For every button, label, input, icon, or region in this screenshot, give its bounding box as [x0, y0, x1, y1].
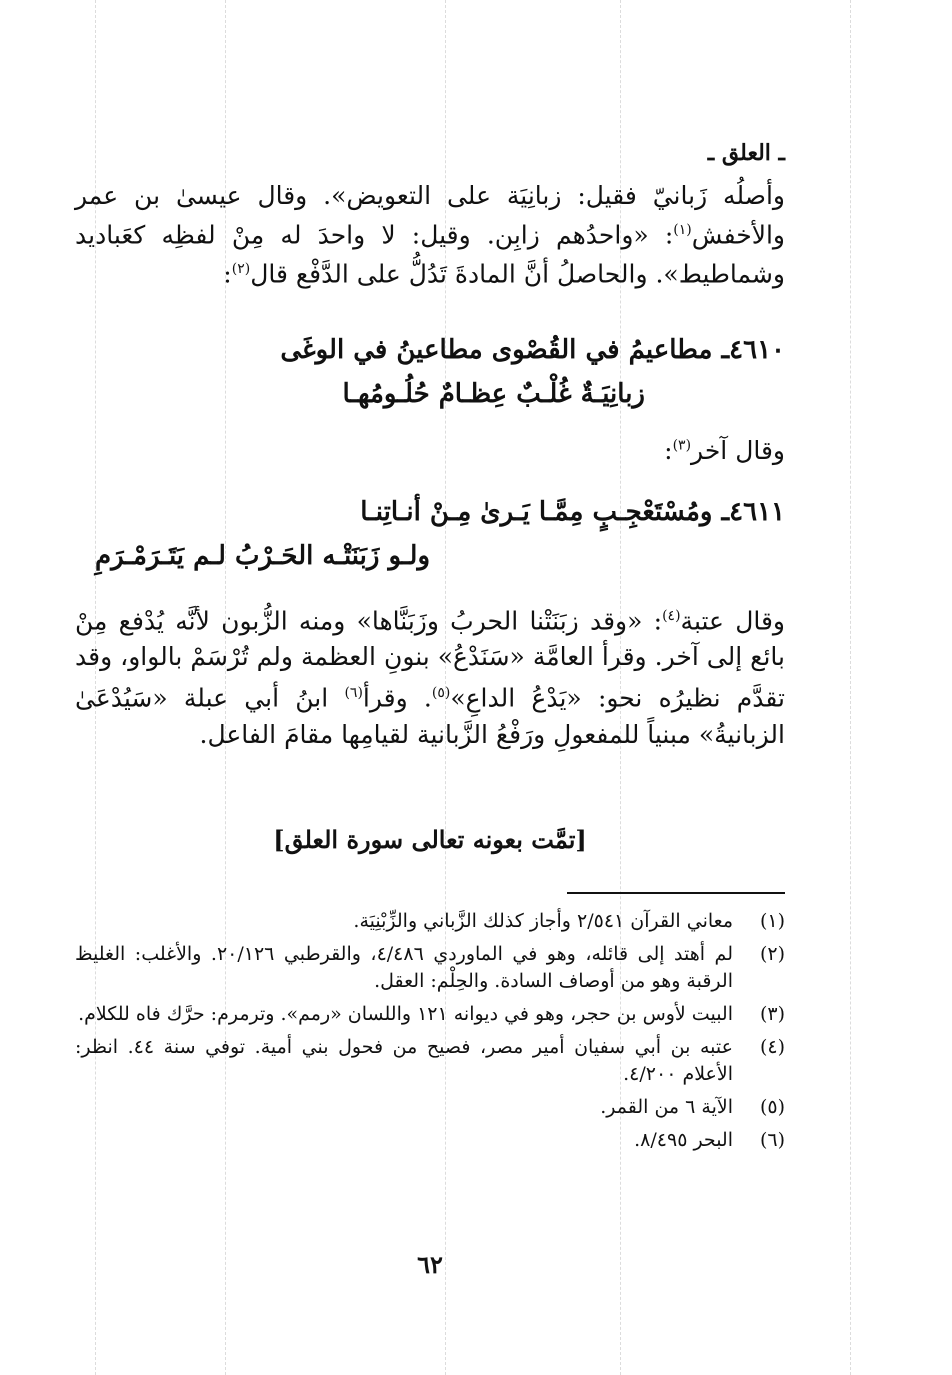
footnote-text: الآية ٦ من القمر. [600, 1096, 733, 1118]
commentary-paragraph [75, 598, 785, 753]
running-head: ـ العلق ـ [707, 140, 785, 166]
footnote-text: البحر ٨/٤٩٥. [634, 1129, 733, 1151]
verse-number: ٤٦١٠ـ [721, 335, 785, 365]
footnote-ref-5: (٥) [431, 685, 451, 702]
footnote [75, 941, 785, 995]
margin-guide [850, 0, 851, 1375]
para-text: ابنُ أبي عبلة «سَيُدْعَىٰ الزبانيةُ» مبنياً للمفعولِ ورَفْعُ الزَّبانية لقيامِها مقامَ الفاعل. [75, 683, 785, 749]
footnote-number: (١) [759, 910, 785, 932]
footnote-ref-6: (٦) [344, 685, 363, 702]
footnote-text: البيت لأوس بن حجر، وهو في ديوانه ١٢١ واللسان «رمم». وترمرم: حرَّك فاه للكلام. [78, 1003, 733, 1025]
footnote [75, 1094, 785, 1121]
body-text-1: وأصلُه زَبانيّ فقيل: زبانِيَة على التعويض». وقال عيسىٰ بن عمر والأخفش [75, 181, 785, 250]
footnote-text: لم أهتد إلى قائله، وهو في الماوردي ٤/٤٨٦، والقرطبي ٢٠/١٢٦. والأغلب: الغليظ الرقبة وهو من أوصاف السادة. والحِلْم: العقل. [75, 943, 733, 992]
footnote-number: (٢) [759, 943, 785, 965]
intro-colon: : [664, 436, 673, 465]
footnote-ref-2: (٢) [231, 261, 251, 278]
verse-number: ٤٦١١ـ [721, 497, 785, 527]
footnote [75, 1034, 785, 1088]
footnote [75, 1001, 785, 1028]
verse-4611 [75, 490, 785, 578]
footnote [75, 908, 785, 935]
footnote-number: (٣) [759, 1003, 785, 1025]
para-text: : «وقد زبَنَتْنا الحربُ وزَبَنَّاها» ومنه الزُّبون لأنَّه يُدْفع مِنْ بائع إلى آخر. وقرأ العامَّة «سَنَدْعُ» بنونِ العظمة ولم تُرْسَمْ بالواو، وقد تقدَّم نظيرُه نحو: «يَدْعُ الداعِ» [75, 606, 785, 713]
intro-text: وقال آخر [691, 436, 785, 465]
verse-line-2: ولـو زَبَنَتْـه الحَـرْبُ لـم يَتَـرَمْـرَمِ [95, 541, 431, 571]
para-text: . وقرأ [362, 683, 432, 713]
footnote-number: (٤) [759, 1036, 785, 1058]
footnote-number: (٦) [759, 1129, 785, 1151]
footnote-number: (٥) [759, 1096, 785, 1118]
verse-intro [664, 436, 785, 465]
surah-closing: [تمَّت بعونه تعالى سورة العلق] [273, 825, 587, 854]
para-text: وقال عتبة [680, 606, 785, 636]
verse-4610 [75, 328, 785, 416]
verse-line-1: ومُسْتَعْجِـبٍ مِمَّـا يَـرىٰ مِـنْ أنـاتِنـا [360, 497, 713, 527]
page-number: ٦٢ [417, 1250, 443, 1279]
body-text-3: : [223, 259, 232, 289]
footnote-divider [567, 892, 785, 894]
footnote-ref-4: (٤) [662, 608, 681, 624]
footnote [75, 1127, 785, 1154]
footnote-ref-1: (١) [673, 222, 692, 238]
footnotes [75, 908, 785, 1160]
body-paragraph [75, 178, 785, 292]
footnote-text: عتبه بن أبي سفيان أمير مصر، فصيح من فحول بني أمية. توفي سنة ٤٤. انظر: الأعلام ٤/٢٠٠. [75, 1036, 733, 1085]
verse-line-2: زبانِيَـةٌ غُلْـبٌ عِظـامٌ حُلُـومُهـا [342, 379, 645, 409]
footnote-ref-3: (٣) [672, 437, 692, 454]
verse-line-1: مطاعيمُ في القُصْوى مطاعينُ في الوغَى [280, 335, 713, 365]
body-text-2: : «واحدُهم زابِن. وقيل: لا واحدَ له مِنْ لفظِه كعَباديد وشماطيط». والحاصلُ أنَّ المادةَ تَدُلُّ على الدَّفْع قال [75, 220, 785, 289]
footnote-text: معاني القرآن ٢/٥٤١ وأجاز كذلك الزَّباني والزِّبْنِيَة. [353, 910, 733, 932]
